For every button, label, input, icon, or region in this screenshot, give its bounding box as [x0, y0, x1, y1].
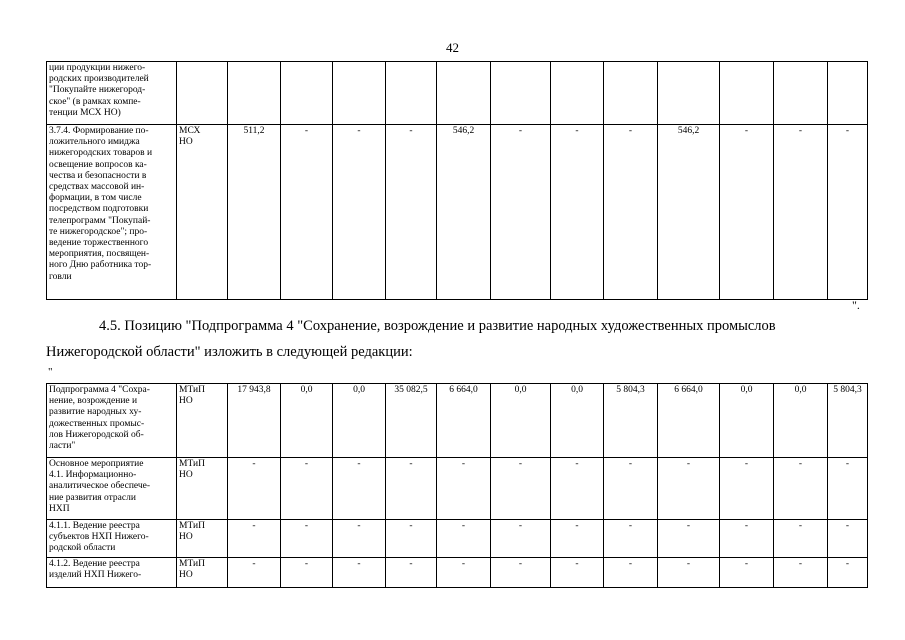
value-cell: -: [604, 520, 658, 558]
value-cell: 5 804,3: [604, 384, 658, 458]
instruction-paragraph: 4.5. Позицию "Подпрограмма 4 "Сохранение, возрождение и развитие народных художественных промыслов Нижегородской области" изложить в следующей редакции:: [46, 318, 776, 360]
row-name-cell: [47, 558, 177, 588]
value-cell: [658, 62, 720, 125]
value-cell: [604, 62, 658, 125]
row-name-line: 3.7.4. Формирование по-: [49, 126, 149, 136]
value-cell: -: [828, 520, 868, 558]
row-name-line: дожественных промыс-: [49, 418, 145, 429]
value-cell: -: [658, 458, 720, 520]
value-cell: -: [333, 520, 386, 558]
value-cell: -: [437, 458, 491, 520]
executor-cell: [177, 558, 228, 588]
value-cell: -: [720, 558, 774, 588]
value-cell: -: [437, 520, 491, 558]
value-cell: [828, 62, 868, 125]
value-cell: [228, 62, 281, 125]
value-cell: 5 804,3: [828, 384, 868, 458]
value-cell: -: [281, 520, 333, 558]
value-cell: -: [228, 558, 281, 588]
value-cell: 0,0: [281, 384, 333, 458]
value-cell: 0,0: [774, 384, 828, 458]
executor-cell: [177, 384, 228, 458]
value-cell: 0,0: [491, 384, 551, 458]
value-cell: -: [491, 125, 551, 300]
value-cell: -: [774, 520, 828, 558]
closing-quote: ".: [852, 298, 860, 312]
value-cell: -: [828, 458, 868, 520]
executor-line: НО: [179, 470, 193, 481]
value-cell: -: [333, 558, 386, 588]
value-cell: -: [774, 558, 828, 588]
row-name-cell: [47, 62, 177, 125]
row-name-line: аналитическое обеспече-: [49, 481, 151, 492]
executor-cell: [177, 520, 228, 558]
value-cell: -: [774, 458, 828, 520]
value-cell: 546,2: [658, 125, 720, 300]
table-row: [47, 558, 868, 588]
row-name-line: ние развития отрасли: [49, 492, 136, 503]
value-cell: -: [604, 458, 658, 520]
value-cell: -: [333, 125, 386, 300]
row-name-line: изделий НХП Нижего-: [49, 570, 142, 581]
table-row: [47, 62, 868, 125]
value-cell: [491, 62, 551, 125]
row-name-cell: [47, 458, 177, 520]
value-cell: -: [604, 125, 658, 300]
row-name-line: формации, в том числе: [49, 193, 142, 204]
executor-line: НО: [179, 532, 193, 543]
opening-quote: ": [48, 366, 53, 378]
executor-line: НО: [179, 137, 193, 148]
row-name-cell: [47, 125, 177, 300]
value-cell: -: [828, 558, 868, 588]
budget-table-subprogram-4: [46, 383, 868, 588]
value-cell: -: [386, 458, 437, 520]
row-name-cell: [47, 384, 177, 458]
row-name-line: ласти": [49, 441, 76, 452]
value-cell: -: [720, 458, 774, 520]
value-cell: [437, 62, 491, 125]
value-cell: 0,0: [333, 384, 386, 458]
executor-line: НО: [179, 396, 193, 407]
value-cell: 546,2: [437, 125, 491, 300]
row-name-line: Подпрограмма 4 "Сохра-: [49, 385, 150, 395]
row-name-cell: [47, 520, 177, 558]
row-name-line: родской области: [49, 543, 116, 554]
row-name-line: субъектов НХП Нижего-: [49, 532, 149, 543]
row-name-line: те нижегородское"; про-: [49, 226, 148, 237]
executor-line: МТиП: [179, 385, 205, 395]
row-name-line: нижегородских товаров и: [49, 148, 153, 159]
value-cell: -: [604, 558, 658, 588]
value-cell: [720, 62, 774, 125]
executor-line: МТиП: [179, 521, 205, 531]
value-cell: 0,0: [720, 384, 774, 458]
row-name-line: освещение вопросов ка-: [49, 159, 147, 170]
row-name-line: 4.1.2. Ведение реестра: [49, 559, 140, 569]
value-cell: -: [551, 558, 604, 588]
value-cell: [281, 62, 333, 125]
row-name-line: развитие народных ху-: [49, 407, 142, 418]
value-cell: -: [228, 458, 281, 520]
value-cell: 0,0: [551, 384, 604, 458]
row-name-line: родских производителей: [49, 74, 149, 85]
value-cell: -: [720, 520, 774, 558]
executor-line: МСХ: [179, 126, 201, 136]
row-name-line: телепрограмм "Покупай-: [49, 215, 151, 226]
value-cell: -: [437, 558, 491, 588]
value-cell: -: [551, 520, 604, 558]
row-name-line: ское" (в рамках компе-: [49, 96, 141, 107]
table-row: [47, 125, 868, 300]
row-name-line: ного Дню работника тор-: [49, 260, 152, 271]
page-number: 42: [446, 40, 459, 55]
executor-cell: [177, 458, 228, 520]
value-cell: -: [551, 458, 604, 520]
value-cell: -: [491, 458, 551, 520]
row-name-line: ции продукции нижего-: [49, 63, 146, 73]
value-cell: -: [386, 125, 437, 300]
executor-line: МТиП: [179, 559, 205, 569]
value-cell: -: [828, 125, 868, 300]
executor-line: МТиП: [179, 459, 205, 469]
value-cell: 17 943,8: [228, 384, 281, 458]
value-cell: -: [491, 558, 551, 588]
row-name-line: мероприятия, посвящен-: [49, 249, 150, 260]
value-cell: -: [551, 125, 604, 300]
value-cell: -: [281, 558, 333, 588]
row-name-line: посредством подготовки: [49, 204, 149, 215]
value-cell: [551, 62, 604, 125]
value-cell: -: [281, 458, 333, 520]
executor-line: НО: [179, 570, 193, 581]
row-name-line: ведение торжественного: [49, 238, 149, 249]
executor-cell: [177, 125, 228, 300]
value-cell: -: [774, 125, 828, 300]
value-cell: -: [658, 558, 720, 588]
row-name-line: чества и безопасности в: [49, 170, 147, 181]
row-name-line: лов Нижегородской об-: [49, 429, 144, 440]
value-cell: -: [281, 125, 333, 300]
value-cell: [774, 62, 828, 125]
value-cell: -: [658, 520, 720, 558]
row-name-line: тенции МСХ НО): [49, 107, 121, 118]
row-name-line: нение, возрождение и: [49, 396, 138, 407]
value-cell: -: [386, 520, 437, 558]
value-cell: -: [720, 125, 774, 300]
table-row: [47, 384, 868, 458]
value-cell: 6 664,0: [437, 384, 491, 458]
row-name-line: 4.1. Информационно-: [49, 470, 137, 481]
row-name-line: говли: [49, 271, 72, 282]
value-cell: [386, 62, 437, 125]
value-cell: -: [386, 558, 437, 588]
row-name-line: Основное мероприятие: [49, 459, 144, 469]
value-cell: -: [491, 520, 551, 558]
table-row: [47, 520, 868, 558]
row-name-line: НХП: [49, 503, 70, 514]
row-name-line: ложительного имиджа: [49, 137, 140, 148]
row-name-line: "Покупайте нижегород-: [49, 85, 146, 96]
budget-table-top: [46, 61, 868, 300]
row-name-line: средствах массовой ин-: [49, 182, 145, 193]
value-cell: 35 082,5: [386, 384, 437, 458]
value-cell: 6 664,0: [658, 384, 720, 458]
value-cell: -: [228, 520, 281, 558]
value-cell: [333, 62, 386, 125]
value-cell: 511,2: [228, 125, 281, 300]
value-cell: -: [333, 458, 386, 520]
row-name-line: 4.1.1. Ведение реестра: [49, 521, 140, 531]
table-row: [47, 458, 868, 520]
executor-cell: [177, 62, 228, 125]
